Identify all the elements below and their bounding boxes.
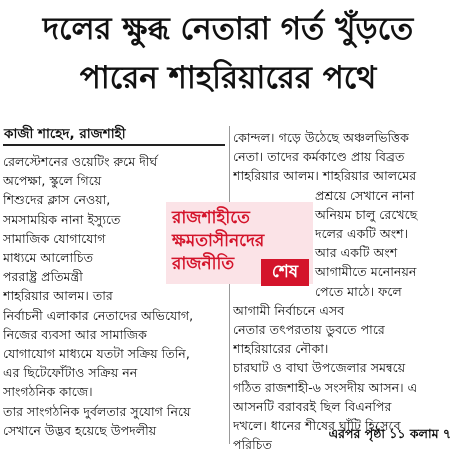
text-line: চারঘাট ও বাঘা উপজেলার সমন্বয়ে: [233, 360, 406, 376]
text-line: সেখানে উদ্ভব হয়েছে উপদলীয়: [3, 422, 157, 438]
text-line: পররাষ্ট্র প্রতিমন্ত্রী: [3, 269, 83, 285]
series-part-tag: শেষ: [261, 259, 309, 286]
text-line: নিজের ব্যবসা আর সামাজিক: [3, 326, 147, 342]
text-line: যোগাযোগ মাধ্যমে যতটা সক্রিয় তিনি,: [3, 346, 190, 362]
series-title: [172, 207, 264, 276]
text-line: আগামীতে মনোনয়ন: [315, 264, 417, 280]
text-line: সমসাময়িক নানা ইস্যুতে: [3, 211, 121, 227]
text-line: সামাজিক যোগাযোগ: [3, 230, 106, 246]
text-line: শাহরিয়ার আলম। শাহরিয়ার আলমের: [233, 168, 417, 184]
series-title-line: রাজনীতি: [172, 254, 235, 274]
text-line: মাধ্যমে আলোচিত: [3, 250, 94, 266]
text-line: পরিচিত: [233, 437, 272, 453]
text-line: দলের একটি অংশ।: [315, 226, 409, 242]
series-title-line: ক্ষমতাসীনদের: [172, 231, 265, 251]
text-line: দখলে। ধানের শীষের ঘাঁটি হিসেবে: [233, 418, 401, 434]
byline: কাজী শাহেদ, রাজশাহী: [4, 126, 126, 142]
article-column-left: [3, 152, 225, 442]
column-divider: [229, 126, 230, 444]
continuation-note: এরপর পৃষ্ঠা ১১ কলাম ৭: [328, 426, 451, 441]
text-line: আগামী নির্বাচনে এসব: [233, 302, 345, 318]
text-line: নির্বাচনী এলাকার নেতাদের অভিযোগ,: [3, 307, 194, 323]
text-line: কোন্দল। গড়ে উঠেছে অঞ্চলভিত্তিক: [233, 130, 409, 145]
headline-line-2: পারেন শাহরিয়ারের পথে: [79, 60, 377, 96]
text-line: নেতার তৎপরতায় ডুবতে পারে: [233, 322, 385, 338]
text-line: অনিয়ম চালু রেখেছে: [315, 206, 418, 222]
text-line: এর ছিটেফোঁটাও সক্রিয় নন: [3, 365, 138, 381]
byline-underline: [3, 144, 225, 146]
text-line: পেতে মাঠে। ফলে: [315, 283, 402, 299]
text-line: আসনটি বরাবরই ছিল বিএনপির: [233, 398, 392, 414]
text-line: প্রশ্রয়ে সেখানে নানা: [315, 187, 415, 203]
text-line: আর একটি অংশ: [315, 245, 398, 261]
text-line: শাহরিয়ারের নৌকা।: [233, 341, 329, 357]
headline-line-1: দলের ক্ষুব্ধ নেতারা গর্ত খুঁড়তে: [42, 11, 414, 47]
text-line: রেলস্টেশনের ওয়েটিং রুমে দীর্ঘ: [3, 154, 158, 169]
text-line: শিশুদের ক্লাস নেওয়া,: [3, 192, 111, 208]
text-line: তার সাংগঠনিক দুর্বলতার সুযোগ নিয়ে: [3, 403, 191, 419]
text-line: অপেক্ষা, স্কুলে গিয়ে: [3, 173, 102, 189]
text-line: সাংগঠনিক কাজে।: [3, 384, 93, 400]
text-line: শাহরিয়ার আলম। তার: [3, 288, 113, 304]
text-line: নেতা। তাদের কর্মকাণ্ডে প্রায় বিব্রত: [233, 149, 405, 165]
text-line: গঠিত রাজশাহী-৬ সংসদীয় আসন। এ: [233, 379, 418, 395]
series-title-line: রাজশাহীতে: [172, 208, 250, 228]
